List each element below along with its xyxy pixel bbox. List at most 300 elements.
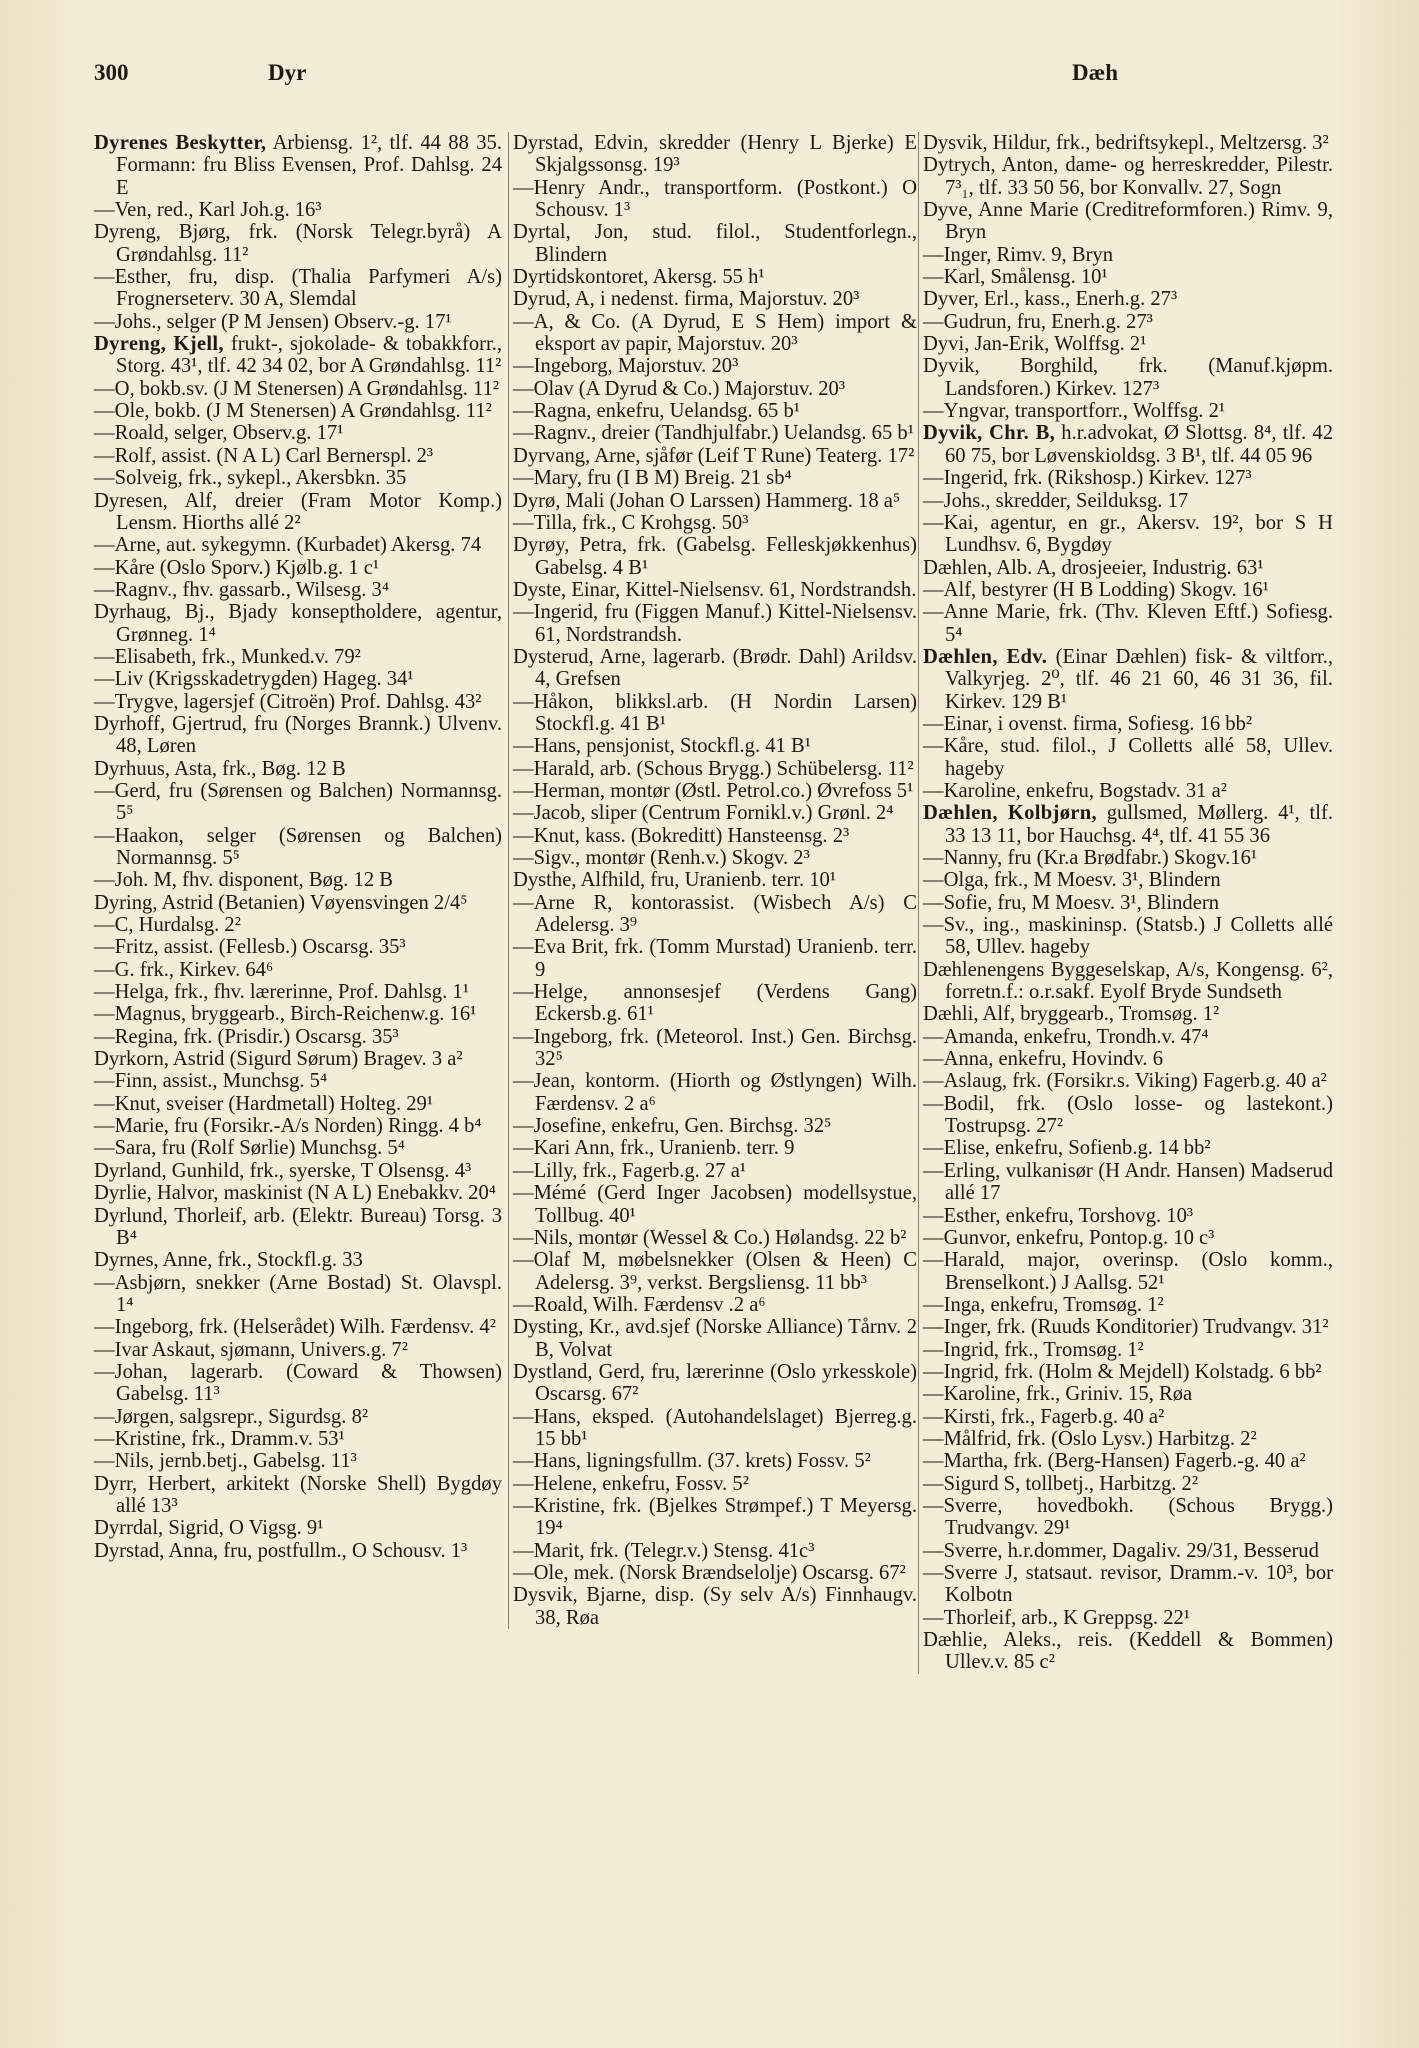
directory-entry xyxy=(94,490,502,535)
entry-text: —Ingerid, fru (Figgen Manuf.) Kittel-Nielsensv. 61, Nordstrandsh. xyxy=(513,601,917,646)
directory-entry xyxy=(94,579,502,601)
directory-entry xyxy=(513,1562,917,1584)
directory-entry xyxy=(94,311,502,333)
entry-heading: Dæhlen, Kolbjørn, xyxy=(923,802,1097,825)
entry-text: —Elisabeth, frk., Munked.v. 79² xyxy=(94,645,361,668)
directory-entry xyxy=(923,1383,1333,1405)
directory-entry xyxy=(94,1070,502,1092)
entry-text: —Johan, lagerarb. (Coward & Thowsen) Gabelsg. 11³ xyxy=(94,1360,502,1406)
entry-text: h.r.advokat, Ø Slottsg. 8⁴, tlf. 42 60 75, bor Løvenskioldsg. 3 B¹, tlf. 44 05 96 xyxy=(945,422,1333,467)
directory-entry xyxy=(513,1450,917,1472)
directory-entry xyxy=(513,802,917,824)
directory-entry xyxy=(513,1070,917,1115)
directory-entry xyxy=(94,869,502,891)
directory-column-3 xyxy=(918,132,1333,1674)
entry-text: —Ingrid, frk., Tromsøg. 1² xyxy=(923,1338,1144,1361)
directory-entry xyxy=(94,199,502,221)
entry-text: —Inger, Rimv. 9, Bryn xyxy=(923,243,1114,266)
entry-text: Dæhlenengens Byggeselskap, A/s, Kongensg. 6², forretn.f.: o.r.sakf. Eyolf Bryde Sundseth xyxy=(923,958,1333,1004)
directory-entry xyxy=(513,1294,917,1316)
entry-text: Dyrstad, Edvin, skredder (Henry L Bjerke) E Skjalgssonsg. 19³ xyxy=(513,132,917,177)
directory-entry xyxy=(94,557,502,579)
entry-text: Dysvik, Hildur, frk., bedriftsykepl., Meltzersg. 3² xyxy=(923,132,1329,154)
directory-entry xyxy=(513,445,917,467)
directory-entry xyxy=(94,914,502,936)
entry-text: —Erling, vulkanisør (H Andr. Hansen) Madserud allé 17 xyxy=(923,1159,1333,1205)
directory-entry xyxy=(923,892,1333,914)
directory-entry xyxy=(923,869,1333,891)
entry-text: Dysvik, Bjarne, disp. (Sy selv A/s) Finnhaugv. 38, Røa xyxy=(513,1584,917,1629)
entry-text: —Mémé (Gerd Inger Jacobsen) modellsystue, Tollbug. 40¹ xyxy=(513,1182,917,1227)
directory-entry xyxy=(513,1115,917,1137)
directory-entry xyxy=(923,288,1333,310)
entry-text: —Amanda, enkefru, Trondh.v. 47⁴ xyxy=(923,1025,1209,1048)
entry-text: —Kari Ann, frk., Uranienb. terr. 9 xyxy=(513,1137,795,1160)
directory-entry xyxy=(923,646,1333,713)
entry-text: —Knut, kass. (Bokreditt) Hansteensg. 2³ xyxy=(513,824,850,847)
entry-text: —G. frk., Kirkev. 64⁶ xyxy=(94,958,274,981)
entry-heading: Dæhlen, Edv. xyxy=(923,645,1048,668)
directory-entry xyxy=(923,780,1333,802)
directory-entry xyxy=(513,1540,917,1562)
entry-text: —Helge, annonsesjef (Verdens Gang) Eckersb.g. 61¹ xyxy=(513,981,917,1026)
entry-text: —Nils, jernb.betj., Gabelsg. 11³ xyxy=(94,1450,357,1473)
entry-text: —Hans, pensjonist, Stockfl.g. 41 B¹ xyxy=(513,735,811,758)
entry-text: —Alf, bestyrer (H B Lodding) Skogv. 16¹ xyxy=(923,578,1269,601)
entry-text: —Josefine, enkefru, Gen. Birchsg. 32⁵ xyxy=(513,1115,832,1138)
directory-entry xyxy=(94,959,502,981)
entry-text: —Ingerid, frk. (Rikshosp.) Kirkev. 127³ xyxy=(923,467,1252,490)
directory-entry xyxy=(94,1205,502,1250)
entry-text: —Johs., selger (P M Jensen) Observ.-g. 17¹ xyxy=(94,310,452,333)
directory-entry xyxy=(94,333,502,378)
entry-text: Dysthe, Alfhild, fru, Uranienb. terr. 10¹ xyxy=(513,869,837,892)
entry-text: —Ragna, enkefru, Uelandsg. 65 b¹ xyxy=(513,400,800,423)
directory-entry xyxy=(94,1406,502,1428)
entry-text: Dyrtidskontoret, Akersg. 55 h¹ xyxy=(513,266,765,289)
entry-text: —Målfrid, frk. (Oslo Lysv.) Harbitzg. 2² xyxy=(923,1427,1257,1450)
entry-text: —O, bokb.sv. (J M Stenersen) A Grøndahlsg. 11² xyxy=(94,377,500,400)
directory-entry xyxy=(513,266,917,288)
directory-entry xyxy=(94,758,502,780)
directory-entry xyxy=(923,467,1333,489)
entry-text: —Anne Marie, frk. (Thv. Kleven Eftf.) Sofiesg. 5⁴ xyxy=(923,601,1333,646)
directory-entry xyxy=(513,1227,917,1249)
entry-text: —Kåre (Oslo Sporv.) Kjølb.g. 1 c¹ xyxy=(94,556,380,579)
entry-text: —Arne, aut. sykegymn. (Kurbadet) Akersg. 74 xyxy=(94,534,482,557)
entry-text: —Nanny, fru (Kr.a Brødfabr.) Skogv.16¹ xyxy=(923,847,1258,869)
entry-text: —Esther, fru, disp. (Thalia Parfymeri A/s) Frognerseterv. 30 A, Slemdal xyxy=(94,266,502,311)
entry-heading: Dyrenes Beskytter, xyxy=(94,132,267,154)
entry-text: —Lilly, frk., Fagerb.g. 27 a¹ xyxy=(513,1159,747,1182)
entry-text: —Ole, mek. (Norsk Brændselolje) Oscarsg. 67² xyxy=(513,1562,906,1584)
entry-text: Dyrhaug, Bj., Bjady konseptholdere, agentur, Grønneg. 1⁴ xyxy=(94,601,502,646)
directory-entry xyxy=(923,847,1333,869)
directory-entry xyxy=(94,378,502,400)
directory-entry xyxy=(513,512,917,534)
entry-text: frukt-, sjokolade- & tobakkforr., Storg. 43¹, tlf. 42 34 02, bor A Grøndahlsg. 11² xyxy=(116,333,502,378)
entry-text: Dyrud, A, i nedenst. firma, Majorstuv. 20³ xyxy=(513,288,860,311)
entry-text: —Einar, i ovenst. firma, Sofiesg. 16 bb² xyxy=(923,712,1253,735)
entry-text: Dyrr, Herbert, arkitekt (Norske Shell) Bygdøy allé 13³ xyxy=(94,1472,502,1517)
directory-entry xyxy=(94,266,502,311)
entry-text: —Helga, frk., fhv. lærerinne, Prof. Dahlsg. 1¹ xyxy=(94,981,469,1004)
directory-entry xyxy=(923,959,1333,1004)
directory-entry xyxy=(513,1406,917,1451)
entry-text: —Sara, fru (Rolf Sørlie) Munchsg. 5⁴ xyxy=(94,1137,405,1160)
entry-text: —Ivar Askaut, sjømann, Univers.g. 7² xyxy=(94,1338,408,1361)
entry-text: —Regina, frk. (Prisdir.) Oscarsg. 35³ xyxy=(94,1025,399,1048)
entry-text: —Asbjørn, snekker (Arne Bostad) St. Olavspl. 1⁴ xyxy=(94,1271,502,1316)
entry-heading: Dyreng, Kjell, xyxy=(94,333,224,356)
entry-text: —Harald, arb. (Schous Brygg.) Schübelersg. 11² xyxy=(513,757,914,780)
directory-entry xyxy=(923,1093,1333,1138)
directory-entry xyxy=(513,1584,917,1629)
directory-entry xyxy=(513,467,917,489)
entry-text: Dæhlie, Aleks., reis. (Keddell & Bommen) Ullev.v. 85 c² xyxy=(923,1629,1333,1674)
entry-text: —Magnus, bryggearb., Birch-Reichenw.g. 16¹ xyxy=(94,1003,477,1026)
directory-entry xyxy=(923,355,1333,400)
directory-entry xyxy=(923,1003,1333,1025)
directory-entry xyxy=(923,1406,1333,1428)
entry-text: —Hans, eksped. (Autohandelslaget) Bjerreg.g. 15 bb¹ xyxy=(513,1405,917,1450)
entry-text: —Bodil, frk. (Oslo losse- og lastekont.) Tostrupsg. 27² xyxy=(923,1092,1333,1138)
directory-entry xyxy=(513,422,917,444)
directory-entry xyxy=(513,892,917,937)
entry-text: —Herman, montør (Østl. Petrol.co.) Øvrefoss 5¹ xyxy=(513,779,914,802)
entry-text: —Marie, fru (Forsikr.-A/s Norden) Ringg. 4 b⁴ xyxy=(94,1115,482,1138)
entry-text: Dyve, Anne Marie (Creditreformforen.) Rimv. 9, Bryn xyxy=(923,199,1333,244)
entry-text: —A, & Co. (A Dyrud, E S Hem) import & eksport av papir, Majorstuv. 20³ xyxy=(513,310,917,356)
entry-text: —Håkon, blikksl.arb. (H Nordin Larsen) Stockfl.g. 41 B¹ xyxy=(513,690,917,735)
entry-text: —Sverre, hovedbokh. (Schous Brygg.) Trudvangv. 29¹ xyxy=(923,1494,1333,1540)
directory-entry xyxy=(923,802,1333,847)
directory-entry xyxy=(513,400,917,422)
directory-entry xyxy=(923,557,1333,579)
directory-entry xyxy=(94,981,502,1003)
left-header-keyword: Dyr xyxy=(268,60,307,85)
entry-text: —Joh. M, fhv. disponent, Bøg. 12 B xyxy=(94,869,394,892)
entry-text: —Nils, montør (Wessel & Co.) Hølandsg. 22 b² xyxy=(513,1226,907,1249)
entry-text: Dyrland, Gunhild, frk., syerske, T Olsensg. 4³ xyxy=(94,1159,472,1182)
directory-entry xyxy=(923,244,1333,266)
entry-text: —Gerd, fru (Sørensen og Balchen) Normannsg. 5⁵ xyxy=(94,779,502,825)
directory-entry xyxy=(513,780,917,802)
directory-entry xyxy=(923,1428,1333,1450)
entry-text: —Roald, selger, Observ.g. 17¹ xyxy=(94,422,344,445)
directory-entry xyxy=(923,1473,1333,1495)
directory-entry xyxy=(923,1137,1333,1159)
directory-entry xyxy=(923,1294,1333,1316)
entry-text: Dyrø, Mali (Johan O Larssen) Hammerg. 18 a⁵ xyxy=(513,489,901,512)
directory-entry xyxy=(94,1540,502,1562)
entry-text: —Haakon, selger (Sørensen og Balchen) Normannsg. 5⁵ xyxy=(94,824,502,869)
entry-text: Dyste, Einar, Kittel-Nielsensv. 61, Nordstrandsh. xyxy=(513,578,917,601)
directory-entry xyxy=(94,825,502,870)
directory-entry xyxy=(923,1227,1333,1249)
directory-entry xyxy=(94,1026,502,1048)
entry-text: Dyvi, Jan-Erik, Wolffsg. 2¹ xyxy=(923,333,1147,356)
entry-text: —Thorleif, arb., K Greppsg. 22¹ xyxy=(923,1606,1190,1629)
entry-text: —Roald, Wilh. Færdensv .2 a⁶ xyxy=(513,1293,766,1316)
directory-entry xyxy=(94,1316,502,1338)
directory-entry xyxy=(94,445,502,467)
directory-entry xyxy=(94,422,502,444)
directory-entry xyxy=(513,177,917,222)
entry-text: —Yngvar, transportforr., Wolffsg. 2¹ xyxy=(923,400,1226,423)
entry-text: Dyrnes, Anne, frk., Stockfl.g. 33 xyxy=(94,1249,363,1272)
directory-entry xyxy=(513,646,917,691)
entry-text: —Inger, frk. (Ruuds Konditorier) Trudvangv. 31² xyxy=(923,1316,1329,1339)
entry-text: —Eva Brit, frk. (Tomm Murstad) Uranienb. terr. 9 xyxy=(513,936,917,981)
directory-entry xyxy=(923,1495,1333,1540)
entry-text: —Kristine, frk. (Bjelkes Strømpef.) T Meyersg. 19⁴ xyxy=(513,1494,917,1540)
entry-text: —Helene, enkefru, Fossv. 5² xyxy=(513,1472,749,1495)
directory-entry xyxy=(513,981,917,1026)
entry-text: —Jacob, sliper (Centrum Fornikl.v.) Grønl. 2⁴ xyxy=(513,802,894,825)
entry-text: Dyresen, Alf, dreier (Fram Motor Komp.) Lensm. Hiorths allé 2² xyxy=(94,489,502,534)
entry-text: —Aslaug, frk. (Forsikr.s. Viking) Fagerb.g. 40 a² xyxy=(923,1070,1327,1093)
directory-entry xyxy=(923,512,1333,557)
entry-text: —Marit, frk. (Telegr.v.) Stensg. 41c³ xyxy=(513,1539,815,1562)
directory-entry xyxy=(94,936,502,958)
directory-entry xyxy=(923,1562,1333,1607)
directory-entry xyxy=(513,1026,917,1071)
entry-text: —Ven, red., Karl Joh.g. 16³ xyxy=(94,199,322,222)
entry-text: gullsmed, Møllerg. 4¹, tlf. 33 13 11, bor Hauchsg. 4⁴, tlf. 41 55 36 xyxy=(945,802,1333,847)
entry-text: —Karl, Smålensg. 10¹ xyxy=(923,266,1108,289)
entry-text: —Martha, frk. (Berg-Hansen) Fagerb.-g. 40 a² xyxy=(923,1450,1306,1473)
entry-text: —Olav (A Dyrud & Co.) Majorstuv. 20³ xyxy=(513,377,846,400)
directory-entry xyxy=(923,311,1333,333)
entry-text: —Finn, assist., Munchsg. 5⁴ xyxy=(94,1070,328,1093)
directory-entry xyxy=(94,467,502,489)
directory-entry xyxy=(94,400,502,422)
entry-text: —Tilla, frk., C Krohgsg. 50³ xyxy=(513,511,749,534)
directory-entry xyxy=(94,646,502,668)
directory-entry xyxy=(94,780,502,825)
entry-text: —Liv (Krigsskadetrygden) Hageg. 34¹ xyxy=(94,668,414,691)
directory-entry xyxy=(513,758,917,780)
entry-text: Dyreng, Bjørg, frk. (Norsk Telegr.byrå) A Grøndahlsg. 11² xyxy=(94,221,502,266)
directory-entry xyxy=(923,1607,1333,1629)
directory-entry xyxy=(923,1205,1333,1227)
entry-text: Dystland, Gerd, fru, lærerinne (Oslo yrkesskole) Oscarsg. 67² xyxy=(513,1360,917,1406)
entry-text: —Karoline, enkefru, Bogstadv. 31 a² xyxy=(923,779,1227,802)
directory-entry xyxy=(513,1182,917,1227)
directory-entry xyxy=(513,490,917,512)
directory-entry xyxy=(94,1473,502,1518)
directory-entry xyxy=(94,1361,502,1406)
directory-entry xyxy=(923,266,1333,288)
entry-text: —Gudrun, fru, Enerh.g. 27³ xyxy=(923,310,1153,333)
entry-text: —Gunvor, enkefru, Pontop.g. 10 c³ xyxy=(923,1226,1215,1249)
directory-entry xyxy=(94,1048,502,1070)
entry-text: —Ingeborg, frk. (Meteorol. Inst.) Gen. Birchsg. 32⁵ xyxy=(513,1025,917,1071)
entry-text: Dyrstad, Anna, fru, postfullm., O Schousv. 1³ xyxy=(94,1539,468,1562)
directory-entry xyxy=(923,490,1333,512)
directory-entry xyxy=(923,1450,1333,1472)
directory-entry xyxy=(923,1070,1333,1092)
directory-entry xyxy=(513,936,917,981)
directory-entry xyxy=(513,847,917,869)
entry-text: —Kai, agentur, en gr., Akersv. 19², bor S H Lundhsv. 6, Bygdøy xyxy=(923,511,1333,557)
directory-entry xyxy=(94,1115,502,1137)
entry-text: —Elise, enkefru, Sofienb.g. 14 bb² xyxy=(923,1137,1211,1160)
entry-text: Dyrøy, Petra, frk. (Gabelsg. Felleskjøkkenhus) Gabelsg. 4 B¹ xyxy=(513,534,917,579)
directory-entry xyxy=(513,691,917,736)
entry-text: —Solveig, frk., sykepl., Akersbkn. 35 xyxy=(94,467,407,490)
directory-entry xyxy=(923,132,1333,154)
entry-text: —Johs., skredder, Seilduksg. 17 xyxy=(923,489,1189,512)
directory-entry xyxy=(513,288,917,310)
entry-text: —Sv., ing., maskininsp. (Statsb.) J Colletts allé 58, Ullev. hageby xyxy=(923,914,1333,959)
directory-entry xyxy=(923,1339,1333,1361)
directory-entry xyxy=(513,579,917,601)
directory-entry xyxy=(94,1272,502,1317)
entry-text: Dæhli, Alf, bryggearb., Tromsøg. 1² xyxy=(923,1003,1220,1026)
entry-text: —Harald, major, overinsp. (Oslo komm., Brenselkont.) J Aallsg. 52¹ xyxy=(923,1249,1333,1294)
directory-entry xyxy=(94,1137,502,1159)
directory-entry xyxy=(923,1540,1333,1562)
directory-entry xyxy=(513,1249,917,1294)
entry-text: —Ole, bokb. (J M Stenersen) A Grøndahlsg. 11² xyxy=(94,400,492,423)
entry-text: —Henry Andr., transportform. (Postkont.) O Schousv. 1³ xyxy=(513,176,917,222)
directory-entry xyxy=(94,1003,502,1025)
entry-text: —Anna, enkefru, Hovindv. 6 xyxy=(923,1048,1164,1071)
directory-entry xyxy=(94,221,502,266)
directory-entry xyxy=(94,892,502,914)
directory-entry xyxy=(923,1361,1333,1383)
entry-text: —Kåre, stud. filol., J Colletts allé 58, Ullev. hageby xyxy=(923,735,1333,780)
directory-entry xyxy=(94,1450,502,1472)
entry-text: —Olaf M, møbelsnekker (Olsen & Heen) C Adelersg. 3⁹, verkst. Bergsliensg. 11 bb³ xyxy=(513,1249,917,1294)
entry-text: —Fritz, assist. (Fellesb.) Oscarsg. 35³ xyxy=(94,936,406,959)
entry-text: Arbiensg. 1², tlf. 44 88 35. Formann: fru Bliss Evensen, Prof. Dahlsg. 24 E xyxy=(116,132,502,199)
directory-entry xyxy=(923,579,1333,601)
entry-text: —Rolf, assist. (N A L) Carl Bernerspl. 2³ xyxy=(94,444,434,467)
directory-entry xyxy=(94,1339,502,1361)
directory-entry xyxy=(94,1182,502,1204)
directory-column-2 xyxy=(508,132,917,1629)
directory-entry xyxy=(923,601,1333,646)
directory-entry xyxy=(923,1316,1333,1338)
entry-text: Dyrlund, Thorleif, arb. (Elektr. Bureau) Torsg. 3 B⁴ xyxy=(94,1204,502,1249)
entry-text: Dyrtal, Jon, stud. filol., Studentforlegn., Blindern xyxy=(513,221,917,266)
entry-text: Dyrvang, Arne, sjåfør (Leif T Rune) Teaterg. 17² xyxy=(513,444,915,467)
entry-text: Dysterud, Arne, lagerarb. (Brødr. Dahl) Arildsv. 4, Grefsen xyxy=(513,645,917,691)
page-number: 300 xyxy=(94,60,129,85)
directory-entry xyxy=(513,601,917,646)
directory-entry xyxy=(923,422,1333,467)
entry-text: —Ingrid, frk. (Holm & Mejdell) Kolstadg. 6 bb² xyxy=(923,1360,1322,1383)
entry-text: —Esther, enkefru, Torshovg. 10³ xyxy=(923,1204,1194,1227)
entry-text: —Sofie, fru, M Moesv. 3¹, Blindern xyxy=(923,891,1219,914)
entry-text: —Olga, frk., M Moesv. 3¹, Blindern xyxy=(923,869,1221,892)
directory-entry xyxy=(513,1316,917,1361)
directory-entry xyxy=(513,132,917,177)
directory-entry xyxy=(94,1093,502,1115)
entry-text: —C, Hurdalsg. 2² xyxy=(94,914,241,937)
directory-entry xyxy=(513,221,917,266)
entry-text: —Mary, fru (I B M) Breig. 21 sb⁴ xyxy=(513,467,792,490)
entry-text: Dysting, Kr., avd.sjef (Norske Alliance) Tårnv. 2 B, Volvat xyxy=(513,1316,917,1361)
directory-entry xyxy=(923,333,1333,355)
entry-text: —Ragnv., dreier (Tandhjulfabr.) Uelandsg. 65 b¹ xyxy=(513,422,914,445)
entry-text: —Inga, enkefru, Tromsøg. 1² xyxy=(923,1293,1164,1316)
directory-entry xyxy=(923,1048,1333,1070)
entry-text: Dyrrdal, Sigrid, O Vigsg. 9¹ xyxy=(94,1517,324,1540)
entry-text: Dyrhoff, Gjertrud, fru (Norges Brannk.) Ulvenv. 48, Løren xyxy=(94,712,502,758)
entry-text: Dyrlie, Halvor, maskinist (N A L) Enebakkv. 20⁴ xyxy=(94,1182,496,1205)
directory-entry xyxy=(513,1361,917,1406)
directory-column-1 xyxy=(94,132,502,1562)
entry-text: (Einar Dæhlen) fisk- & viltforr., Valkyrjeg. 2⁰, tlf. 46 21 60, 46 31 36, fil. Kirkev. 129 B¹ xyxy=(945,645,1333,713)
directory-entry xyxy=(923,154,1333,199)
directory-entry xyxy=(923,914,1333,959)
directory-entry xyxy=(513,869,917,891)
entry-text: —Kristine, frk., Dramm.v. 53¹ xyxy=(94,1427,345,1450)
entry-heading: Dyvik, Chr. B, xyxy=(923,422,1056,445)
directory-entry xyxy=(513,534,917,579)
entry-text: Dæhlen, Alb. A, drosjeeier, Industrig. 63¹ xyxy=(923,556,1264,579)
directory-entry xyxy=(94,1517,502,1539)
entry-text: —Arne R, kontorassist. (Wisbech A/s) C Adelersg. 3⁹ xyxy=(513,891,917,937)
entry-text: —Sverre J, statsaut. revisor, Dramm.-v. 10³, bor Kolbotn xyxy=(923,1562,1333,1607)
entry-text: Dyring, Astrid (Betanien) Vøyensvingen 2/4⁵ xyxy=(94,891,468,914)
directory-entry xyxy=(513,1137,917,1159)
entry-text: Dyrkorn, Astrid (Sigurd Sørum) Bragev. 3 a² xyxy=(94,1048,463,1071)
directory-entry xyxy=(94,601,502,646)
directory-entry xyxy=(94,1160,502,1182)
directory-entry xyxy=(513,1160,917,1182)
entry-text: —Sigurd S, tollbetj., Harbitzg. 2² xyxy=(923,1472,1199,1495)
entry-text: —Knut, sveiser (Hardmetall) Holteg. 29¹ xyxy=(94,1092,434,1115)
entry-text: —Sverre, h.r.dommer, Dagaliv. 29/31, Besserud xyxy=(923,1539,1319,1562)
directory-entry xyxy=(923,1026,1333,1048)
directory-entry xyxy=(923,1249,1333,1294)
entry-text: Dyrhuus, Asta, frk., Bøg. 12 B xyxy=(94,757,346,780)
entry-text: —Sigv., montør (Renh.v.) Skogv. 2³ xyxy=(513,847,810,869)
directory-entry xyxy=(94,713,502,758)
directory-entry xyxy=(513,1495,917,1540)
directory-entry xyxy=(94,1249,502,1271)
directory-entry xyxy=(513,735,917,757)
directory-entry xyxy=(513,1473,917,1495)
entry-text: —Karoline, frk., Griniv. 15, Røa xyxy=(923,1383,1193,1406)
directory-entry xyxy=(923,199,1333,244)
entry-text: —Jean, kontorm. (Hiorth og Østlyngen) Wilh. Færdensv. 2 a⁶ xyxy=(513,1070,917,1115)
entry-text: —Jørgen, salgsrepr., Sigurdsg. 8² xyxy=(94,1405,369,1428)
directory-entry xyxy=(513,355,917,377)
entry-text: Dytrych, Anton, dame- og herreskredder, Pilestr. 7³₁, tlf. 33 50 56, bor Konvallv. 27, Sogn xyxy=(923,154,1333,199)
directory-entry xyxy=(94,691,502,713)
directory-entry xyxy=(94,534,502,556)
directory-entry xyxy=(94,132,502,199)
directory-entry xyxy=(923,1160,1333,1205)
entry-text: Dyver, Erl., kass., Enerh.g. 27³ xyxy=(923,288,1178,311)
directory-entry xyxy=(923,735,1333,780)
directory-entry xyxy=(923,400,1333,422)
entry-text: —Hans, ligningsfullm. (37. krets) Fossv. 5² xyxy=(513,1450,871,1473)
directory-entry xyxy=(513,311,917,356)
entry-text: —Trygve, lagersjef (Citroën) Prof. Dahlsg. 43² xyxy=(94,690,482,713)
directory-entry xyxy=(513,378,917,400)
right-header-keyword: Dæh xyxy=(1072,60,1119,85)
directory-entry xyxy=(923,713,1333,735)
entry-text: —Ragnv., fhv. gassarb., Wilsesg. 3⁴ xyxy=(94,578,390,601)
directory-entry xyxy=(513,825,917,847)
